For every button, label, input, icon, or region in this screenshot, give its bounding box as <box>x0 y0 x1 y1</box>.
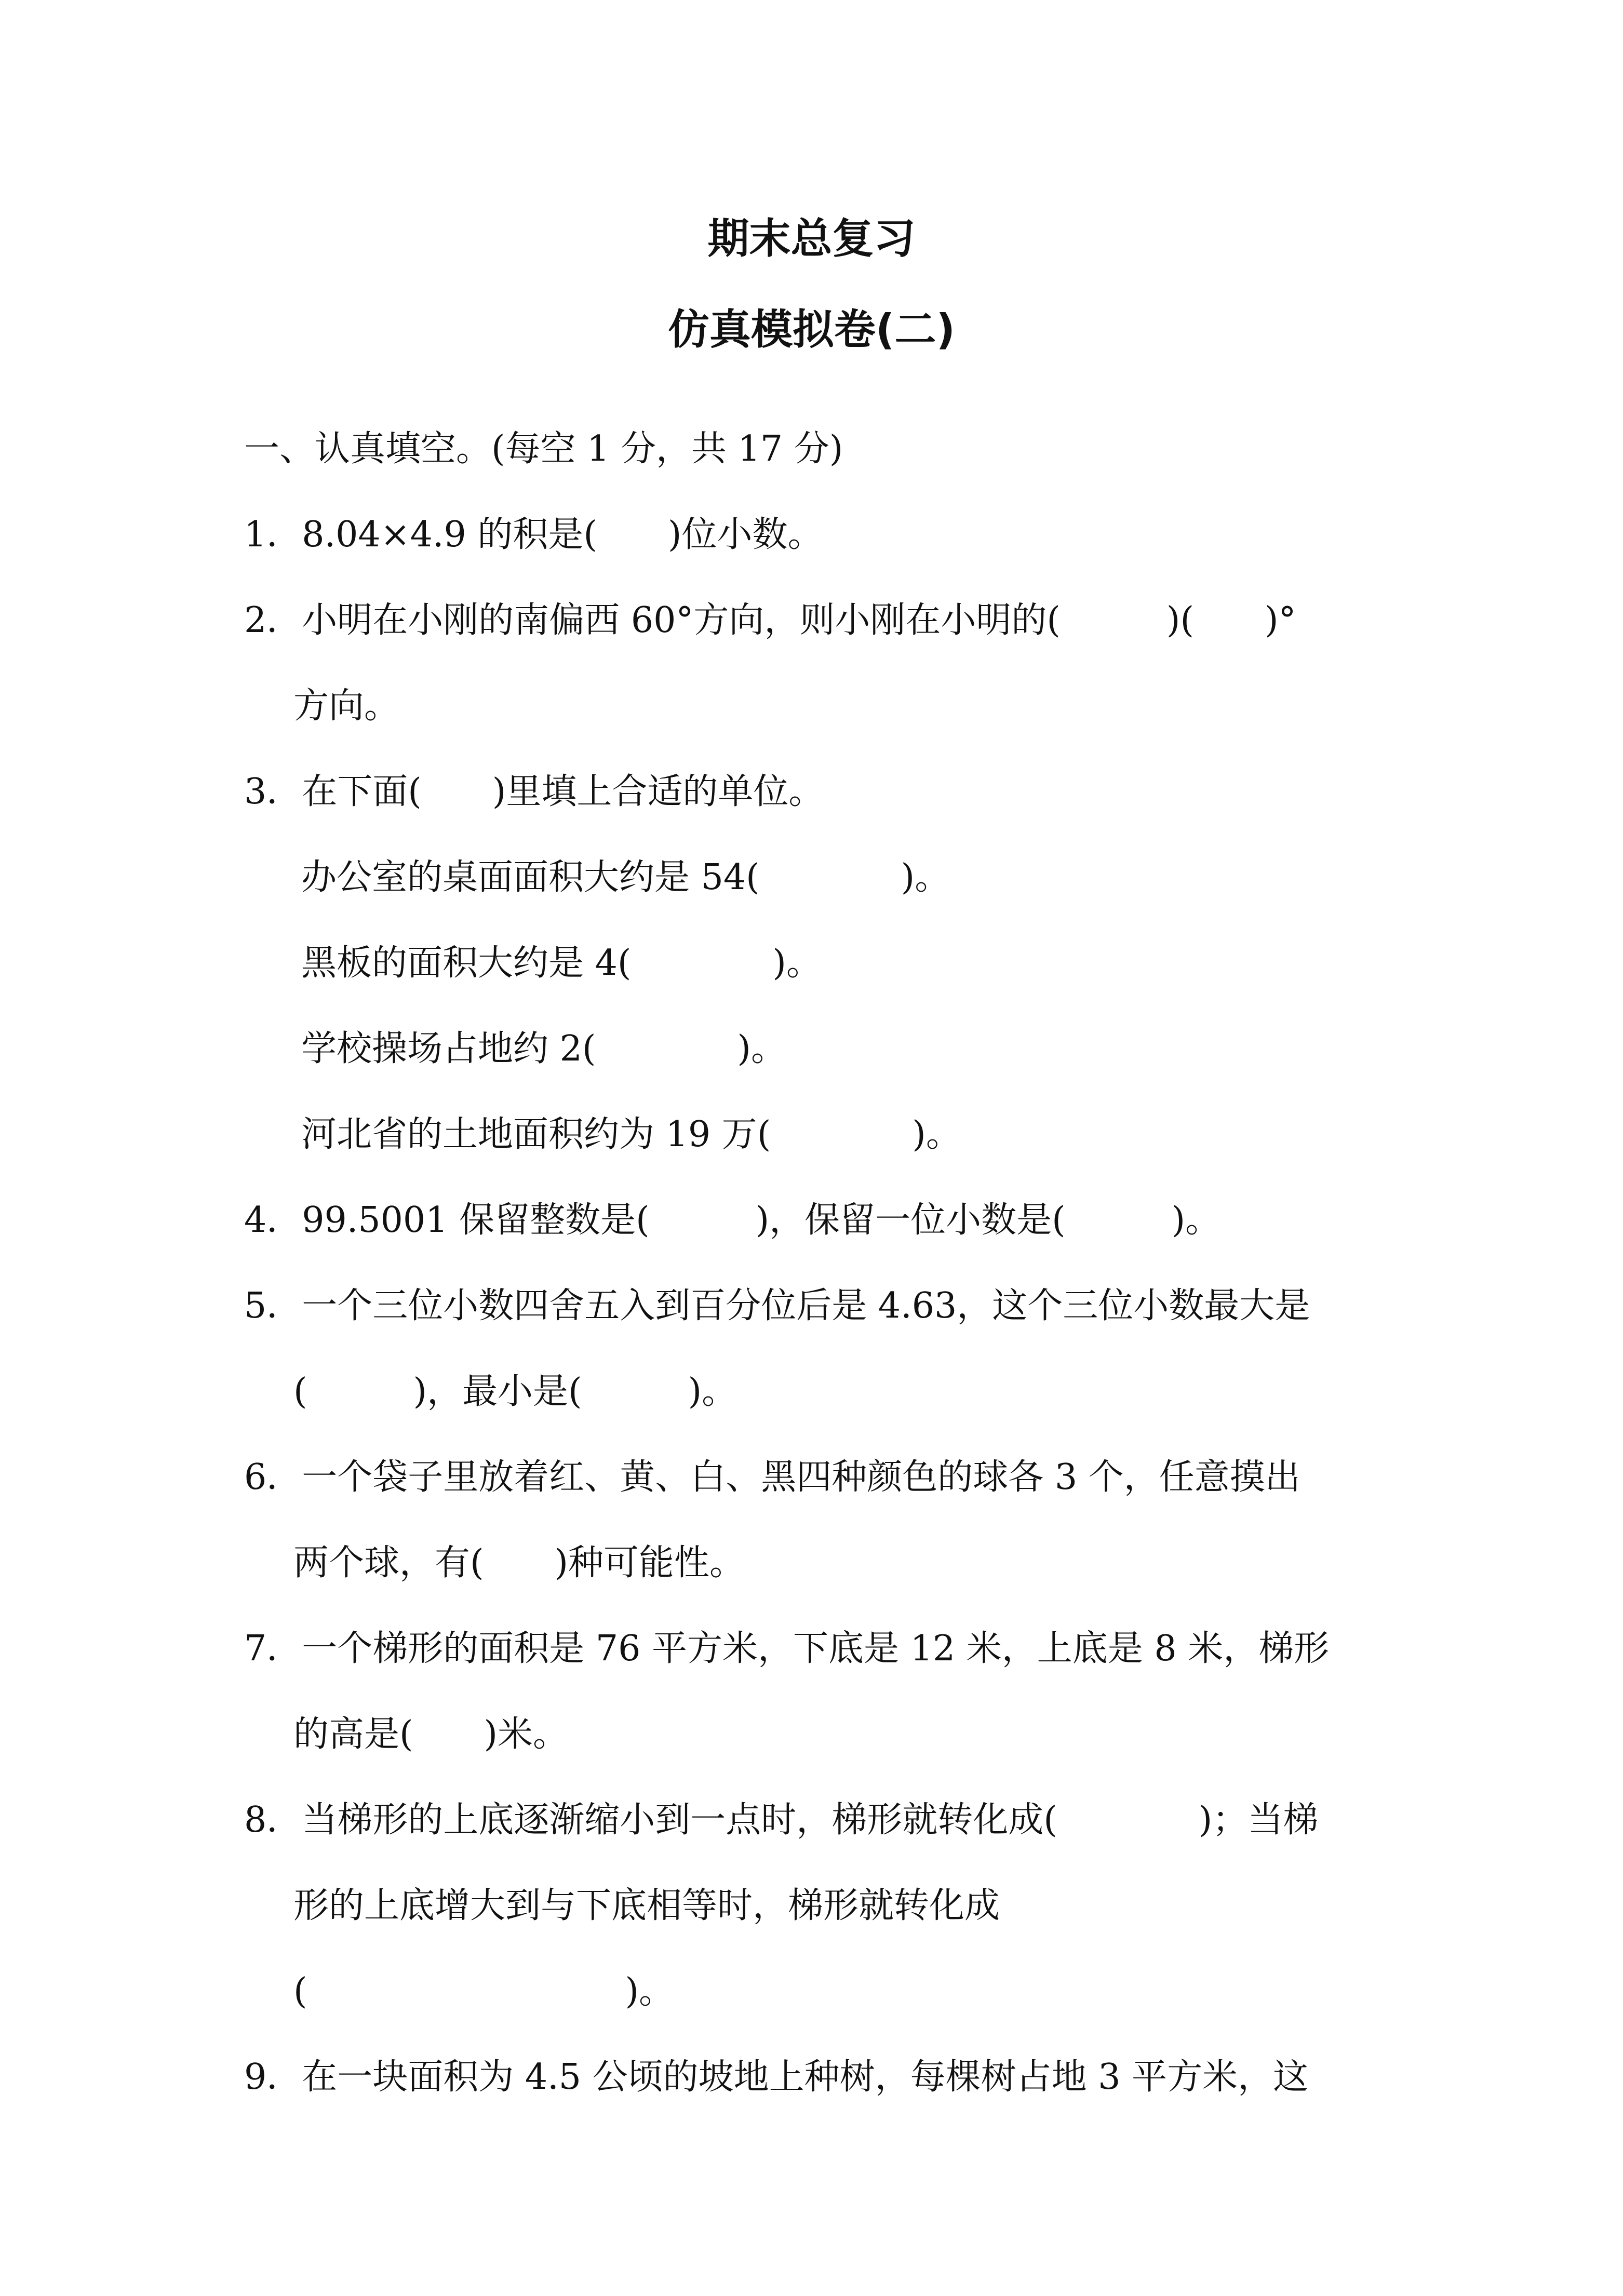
question-6: 6．一个袋子里放着红、黄、白、黑四种颜色的球各 3 个，任意摸出 <box>244 1457 1300 1498</box>
question-5: 5．一个三位小数四舍五入到百分位后是 4.63，这个三位小数最大是 <box>244 1285 1310 1326</box>
question-8-continued: 形的上底增大到与下底相等时，梯形就转化成 <box>293 1885 1000 1926</box>
page-subtitle: 仿真模拟卷(二) <box>667 305 956 354</box>
question-7: 7．一个梯形的面积是 76 平方米，下底是 12 米，上底是 8 米，梯形 <box>244 1628 1330 1669</box>
question-4: 4．99.5001 保留整数是( )，保留一位小数是( )。 <box>244 1200 1221 1241</box>
question-8-answer-blank: ( )。 <box>293 1971 675 2012</box>
question-1: 1．8.04×4.9 的积是( )位小数。 <box>244 514 823 555</box>
question-3-item-3: 学校操场占地约 2( )。 <box>301 1028 786 1069</box>
question-3-item-4: 河北省的土地面积约为 19 万( )。 <box>301 1114 961 1155</box>
page-title: 期末总复习 <box>707 214 916 263</box>
question-7-continued: 的高是( )米。 <box>293 1714 569 1755</box>
question-8: 8．当梯形的上底逐渐缩小到一点时，梯形就转化成( )；当梯 <box>244 1800 1319 1841</box>
question-6-continued: 两个球，有( )种可能性。 <box>293 1542 745 1583</box>
question-2-continued: 方向。 <box>293 686 400 727</box>
question-9: 9．在一块面积为 4.5 公顷的坡地上种树，每棵树占地 3 平方米，这 <box>244 2057 1309 2098</box>
question-3-item-1: 办公室的桌面面积大约是 54( )。 <box>301 857 950 898</box>
question-3-item-2: 黑板的面积大约是 4( )。 <box>301 943 822 984</box>
question-3: 3．在下面( )里填上合适的单位。 <box>244 771 824 812</box>
question-5-continued: ( )，最小是( )。 <box>293 1371 737 1412</box>
section-heading: 一、认真填空。(每空 1 分，共 17 分) <box>244 428 843 469</box>
question-2: 2．小明在小刚的南偏西 60°方向，则小刚在小明的( )( )° <box>244 600 1296 641</box>
